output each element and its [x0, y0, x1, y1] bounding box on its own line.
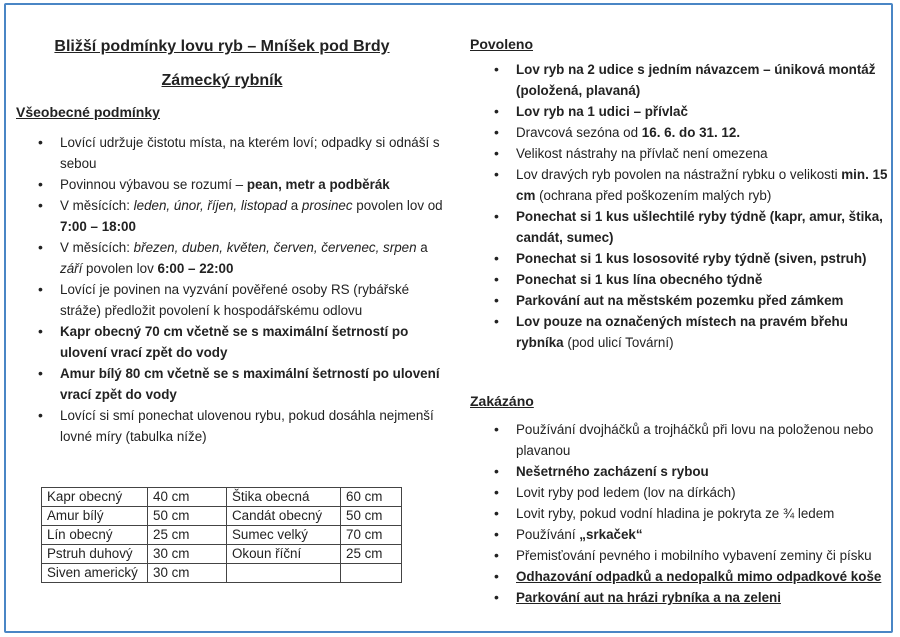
forbidden-heading: Zakázáno: [470, 393, 534, 409]
minimum-size-cell: 25 cm: [341, 545, 402, 564]
list-item-text: Lov dravých ryb povolen na nástražní rybku o velikosti: [516, 167, 842, 182]
list-item-text: Lov ryb na 1 udici – přívlač: [516, 104, 688, 119]
list-item-text: Lovit ryby pod ledem (lov na dírkách): [516, 485, 736, 500]
list-item-text: povolen lov od: [352, 198, 443, 213]
list-item-text: Lovící si smí ponechat ulovenou rybu, pokud dosáhla nejmenší lovné míry (tabulka níže): [60, 408, 434, 444]
fish-species-cell: Candát obecný: [227, 507, 341, 526]
list-item: [60, 321, 446, 363]
fish-species-cell: Sumec velký: [227, 526, 341, 545]
list-item-text: Používání dvojháčků a trojháčků při lovu na položenou nebo plavanou: [516, 422, 874, 458]
list-item-text: pean, metr a podběrák: [246, 177, 390, 192]
minimum-size-cell: 50 cm: [148, 507, 227, 526]
list-item-text: Dravcová sezóna od: [516, 125, 642, 140]
list-item: [516, 122, 890, 143]
fish-species-cell: Pstruh duhový: [42, 545, 148, 564]
general-list: [16, 132, 446, 447]
list-item-text: Lov pouze na označených místech na pravém břehu rybníka: [516, 314, 848, 350]
list-item-text: povolen lov: [82, 261, 158, 276]
list-item-text: Lovit ryby, pokud vodní hladina je pokryta ze ¾ ledem: [516, 506, 835, 521]
list-item: [516, 482, 890, 503]
list-item: [516, 419, 890, 461]
list-item-text: září: [60, 261, 83, 276]
list-item-text: min. 15 cm: [516, 167, 888, 203]
list-item: [516, 101, 890, 122]
list-item-text: V měsících:: [60, 198, 134, 213]
left-column: [16, 30, 446, 447]
list-item-text: Kapr obecný 70 cm včetně se s maximální šetrností po ulovení vrací zpět do vody: [60, 324, 409, 360]
list-item: [60, 405, 446, 447]
list-item-text: Povinnou výbavou se rozumí –: [60, 177, 247, 192]
right-column: [470, 30, 890, 608]
list-item-text: Lovící je povinen na vyzvání pověřené osoby RS (rybářské stráže) předložit povolení k hospodářskému odlovu: [60, 282, 410, 318]
minimum-size-cell: 60 cm: [341, 488, 402, 507]
list-item-text: 6:00 – 22:00: [157, 261, 234, 276]
list-item-text: leden, únor, říjen, listopad: [133, 198, 288, 213]
list-item: [516, 59, 890, 101]
list-item-text: a: [416, 240, 428, 255]
allowed-list: [470, 59, 890, 353]
fish-species-cell: [227, 564, 341, 583]
minimum-size-cell: 40 cm: [148, 488, 227, 507]
list-item: [516, 566, 890, 587]
list-item-text: Přemisťování pevného i mobilního vybavení zeminy či písku: [516, 548, 872, 563]
fish-species-cell: Kapr obecný: [42, 488, 148, 507]
list-item-text: 7:00 – 18:00: [60, 219, 136, 234]
list-item-text: Ponechat si 1 kus lína obecného týdně: [516, 272, 763, 287]
minimum-size-cell: [341, 564, 402, 583]
list-item-text: Používání: [516, 527, 580, 542]
list-item: [516, 503, 890, 524]
list-item-text: „srkaček“: [579, 527, 643, 542]
list-item-text: Parkování aut na městském pozemku před zámkem: [516, 293, 844, 308]
table-row: [42, 488, 402, 507]
document-subtitle: Zámecký rybník: [161, 72, 283, 89]
list-item: [516, 206, 890, 248]
list-item-text: Lov ryb na 2 udice s jedním návazcem – úniková montáž (položená, plavaná): [516, 62, 876, 98]
list-item-text: Ponechat si 1 kus ušlechtilé ryby týdně (kapr, amur, štika, candát, sumec): [516, 209, 883, 245]
minimum-size-cell: 50 cm: [341, 507, 402, 526]
allowed-heading: Povoleno: [470, 36, 534, 52]
minimum-size-cell: 25 cm: [148, 526, 227, 545]
list-item-text: Odhazování odpadků a nedopalků mimo odpadkové koše: [516, 569, 882, 584]
fish-species-cell: Štika obecná: [227, 488, 341, 507]
list-item: [516, 290, 890, 311]
table-row: [42, 526, 402, 545]
list-item-text: Lovící udržuje čistotu místa, na kterém loví; odpadky si odnáší s sebou: [60, 135, 440, 171]
minimum-size-cell: 70 cm: [341, 526, 402, 545]
list-item: [516, 269, 890, 290]
fish-species-cell: Okoun říční: [227, 545, 341, 564]
list-item-text: V měsících:: [60, 240, 134, 255]
list-item: [516, 248, 890, 269]
fish-species-cell: Amur bílý: [42, 507, 148, 526]
list-item-text: Nešetrného zacházení s rybou: [516, 464, 709, 479]
forbidden-list: [470, 419, 890, 608]
list-item: [516, 311, 890, 353]
list-item-text: Parkování aut na hrázi rybníka a na zeleni: [516, 590, 781, 605]
list-item: [60, 132, 446, 174]
list-item-text: (pod ulicí Tovární): [563, 335, 674, 350]
list-item: [60, 237, 446, 279]
table-row: [42, 564, 402, 583]
minimum-size-cell: 30 cm: [148, 545, 227, 564]
fish-species-cell: Lín obecný: [42, 526, 148, 545]
document-title: Bližší podmínky lovu ryb – Mníšek pod Brdy: [54, 38, 390, 55]
list-item: [60, 174, 446, 195]
list-item: [60, 363, 446, 405]
minimum-size-cell: 30 cm: [148, 564, 227, 583]
list-item: [516, 545, 890, 566]
minimum-size-table: [41, 487, 402, 583]
list-item: [516, 587, 890, 608]
table-row: [42, 507, 402, 526]
list-item: [516, 461, 890, 482]
list-item: [60, 279, 446, 321]
list-item-text: Ponechat si 1 kus lososovité ryby týdně (siven, pstruh): [516, 251, 867, 266]
list-item: [516, 164, 890, 206]
list-item: [60, 195, 446, 237]
list-item-text: březen, duben, květen, červen, červenec, srpen: [133, 240, 417, 255]
fish-species-cell: Siven americký: [42, 564, 148, 583]
list-item-text: Velikost nástrahy na přívlač není omezena: [516, 146, 768, 161]
list-item: [516, 524, 890, 545]
list-item-text: Amur bílý 80 cm včetně se s maximální šetrností po ulovení vrací zpět do vody: [60, 366, 440, 402]
general-heading: Všeobecné podmínky: [16, 104, 160, 120]
list-item-text: 16. 6. do 31. 12.: [641, 125, 741, 140]
list-item: [516, 143, 890, 164]
list-item-text: (ochrana před poškozením malých ryb): [535, 188, 772, 203]
list-item-text: prosinec: [301, 198, 353, 213]
list-item-text: a: [287, 198, 302, 213]
table-row: [42, 545, 402, 564]
